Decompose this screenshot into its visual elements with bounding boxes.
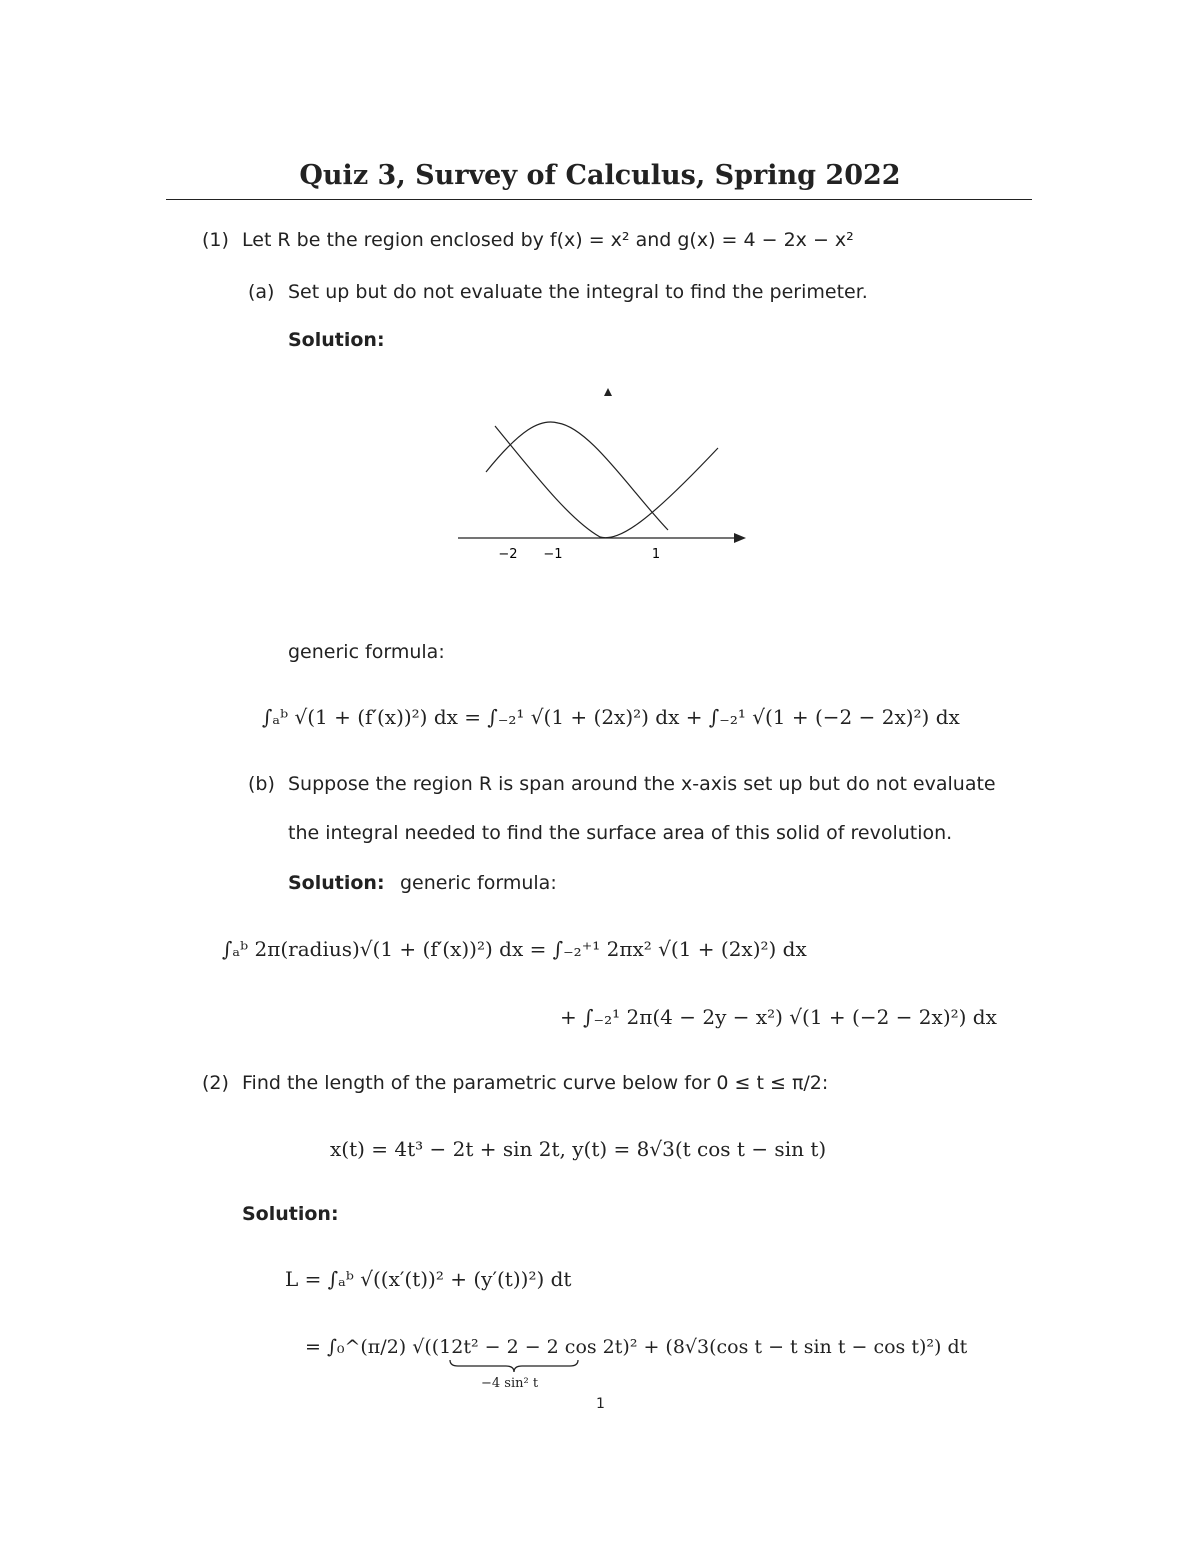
q1b-label: (b) xyxy=(248,773,275,795)
q1a-solution-label: Solution: xyxy=(288,329,385,351)
q1a-generic-label: generic formula: xyxy=(288,641,445,663)
q2-line1: L = ∫ₐᵇ √((x′(t))² + (y′(t))²) dt xyxy=(285,1267,572,1291)
page-number: 1 xyxy=(596,1396,605,1412)
q2-number: (2) xyxy=(202,1072,229,1094)
q1b-text-line1: Suppose the region R is span around the x-axis set up but do not evaluate xyxy=(288,773,996,795)
q2-statement: Find the length of the parametric curve below for 0 ≤ t ≤ π/2: xyxy=(242,1072,829,1094)
q1b-formula-line2: + ∫₋₂¹ 2π(4 − 2y − x²) √(1 + (−2 − 2x)²) dx xyxy=(560,1005,997,1029)
q1b-solution-label: Solution: xyxy=(288,872,385,894)
tick-label: −1 xyxy=(543,547,563,562)
q1b-formula-line1: ∫ₐᵇ 2π(radius)√(1 + (f′(x))²) dx = ∫₋₂⁺¹ 2πx² √(1 + (2x)²) dx xyxy=(222,937,807,961)
q2-equations: x(t) = 4t³ − 2t + sin 2t, y(t) = 8√3(t cos t − sin t) xyxy=(330,1137,827,1161)
page-title: Quiz 3, Survey of Calculus, Spring 2022 xyxy=(299,160,901,191)
tick-label: 1 xyxy=(651,547,661,562)
x-axis-arrow-icon xyxy=(734,533,746,543)
region-graph xyxy=(440,380,770,570)
q1b-generic-label: generic formula: xyxy=(400,872,557,894)
underbrace-note: −4 sin² t xyxy=(481,1376,539,1391)
q2-solution-label: Solution: xyxy=(242,1203,339,1225)
q1a-formula: ∫ₐᵇ √(1 + (f′(x))²) dx = ∫₋₂¹ √(1 + (2x)²) dx + ∫₋₂¹ √(1 + (−2 − 2x)²) dx xyxy=(262,705,960,729)
underbrace xyxy=(448,1358,580,1374)
tick-label: −2 xyxy=(498,547,518,562)
title-rule xyxy=(166,199,1032,200)
parabola-g-curve xyxy=(486,422,668,530)
q1-statement: Let R be the region enclosed by f(x) = x² and g(x) = 4 − 2x − x² xyxy=(242,229,854,251)
q1-number: (1) xyxy=(202,229,229,251)
y-axis-arrow-icon xyxy=(604,388,612,396)
parabola-f-curve xyxy=(495,426,718,538)
q1a-text: Set up but do not evaluate the integral to find the perimeter. xyxy=(288,281,868,303)
q2-line2: = ∫₀^(π/2) √((12t² − 2 − 2 cos 2t)² + (8√3(cos t − t sin t − cos t)²) dt xyxy=(305,1336,968,1358)
q1a-label: (a) xyxy=(248,281,275,303)
q1b-text-line2: the integral needed to find the surface area of this solid of revolution. xyxy=(288,822,953,844)
